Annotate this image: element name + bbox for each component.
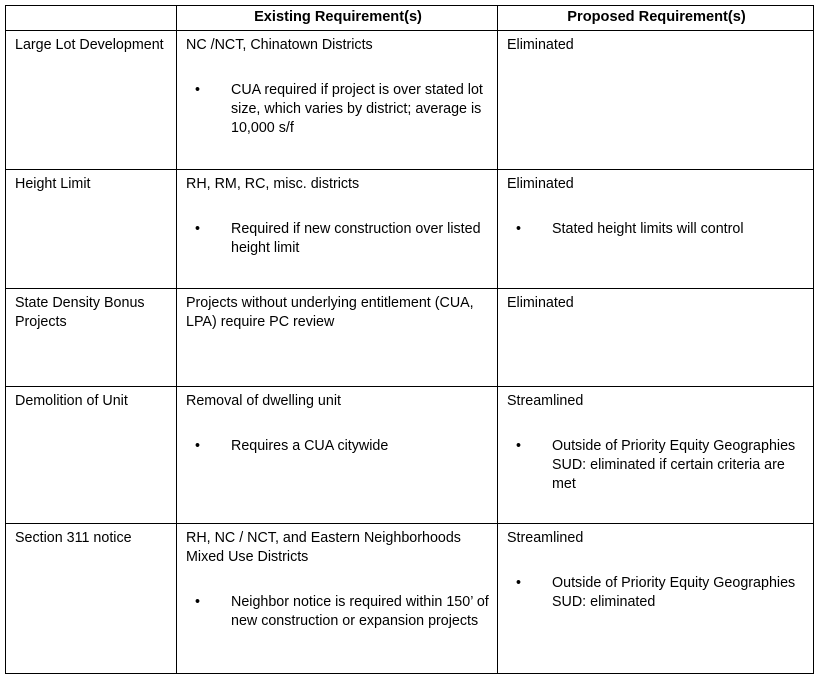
column-header-category	[6, 6, 177, 31]
list-item	[186, 437, 490, 456]
cell-proposed-requirements	[498, 170, 814, 289]
existing-lead-text: RH, RM, RC, misc. districts	[186, 176, 360, 193]
bullet-icon: •	[516, 575, 522, 592]
category-label: Demolition of Unit	[15, 393, 128, 410]
cell-category	[6, 170, 177, 289]
list-item	[186, 81, 490, 138]
existing-lead-text: NC /NCT, Chinatown Districts	[186, 37, 373, 54]
table-row	[6, 289, 814, 387]
proposed-bullet-list	[507, 220, 806, 239]
table-row	[6, 31, 814, 170]
cell-existing-requirements	[177, 289, 498, 387]
table-row	[6, 387, 814, 524]
category-label: Height Limit	[15, 176, 91, 193]
bullet-text: Required if new construction over listed height limit	[231, 221, 481, 256]
bullet-text: Outside of Priority Equity Geographies SUD: eliminated if certain criteria are met	[552, 438, 796, 492]
cell-existing-requirements	[177, 31, 498, 170]
cell-existing-requirements	[177, 524, 498, 674]
cell-existing-requirements	[177, 170, 498, 289]
bullet-text: Neighbor notice is required within 150’ of new construction or expansion projects	[231, 593, 489, 629]
proposed-lead-text: Streamlined	[507, 530, 584, 547]
existing-lead-text: Removal of dwelling unit	[186, 393, 341, 410]
bullet-icon: •	[195, 593, 201, 610]
bullet-text: CUA required if project is over stated lot size, which varies by district; average is 10,000 s/f	[231, 82, 483, 136]
cell-proposed-requirements	[498, 387, 814, 524]
proposed-lead-text: Eliminated	[507, 295, 574, 312]
list-item	[507, 574, 806, 612]
table-row	[6, 170, 814, 289]
existing-bullet-list	[186, 81, 490, 138]
proposed-lead-text: Eliminated	[507, 37, 574, 54]
bullet-icon: •	[516, 221, 522, 238]
bullet-icon: •	[195, 438, 201, 455]
existing-bullet-list	[186, 220, 490, 258]
cell-category	[6, 31, 177, 170]
list-item	[186, 593, 490, 631]
category-label: State Density Bonus Projects	[15, 295, 145, 331]
existing-bullet-list	[186, 437, 490, 456]
existing-lead-text: Projects without underlying entitlement (CUA, LPA) require PC review	[186, 295, 474, 331]
table-body	[6, 31, 814, 674]
cell-proposed-requirements	[498, 31, 814, 170]
bullet-icon: •	[516, 438, 522, 455]
cell-proposed-requirements	[498, 289, 814, 387]
proposed-bullet-list	[507, 574, 806, 612]
list-item	[507, 220, 806, 239]
column-header-existing-requirements: Existing Requirement(s)	[177, 6, 498, 31]
cell-proposed-requirements	[498, 524, 814, 674]
existing-bullet-list	[186, 593, 490, 631]
proposed-lead-text: Streamlined	[507, 393, 584, 410]
bullet-text: Outside of Priority Equity Geographies SUD: eliminated	[552, 575, 796, 610]
table-header-row	[6, 6, 814, 31]
list-item	[507, 437, 806, 494]
category-label: Large Lot Development	[15, 37, 164, 54]
bullet-text: Stated height limits will control	[552, 221, 744, 238]
category-label: Section 311 notice	[15, 530, 132, 547]
bullet-text: Requires a CUA citywide	[231, 438, 389, 455]
cell-category	[6, 387, 177, 524]
table-header	[6, 6, 814, 31]
bullet-icon: •	[195, 221, 201, 238]
proposed-bullet-list	[507, 437, 806, 494]
existing-lead-text: RH, NC / NCT, and Eastern Neighborhoods Mixed Use Districts	[186, 530, 461, 566]
proposed-lead-text: Eliminated	[507, 176, 574, 193]
cell-category	[6, 289, 177, 387]
bullet-icon: •	[195, 82, 201, 99]
table-row	[6, 524, 814, 674]
list-item	[186, 220, 490, 258]
column-header-proposed-requirements: Proposed Requirement(s)	[498, 6, 814, 31]
cell-existing-requirements	[177, 387, 498, 524]
cell-category	[6, 524, 177, 674]
requirements-comparison-table	[5, 5, 814, 674]
